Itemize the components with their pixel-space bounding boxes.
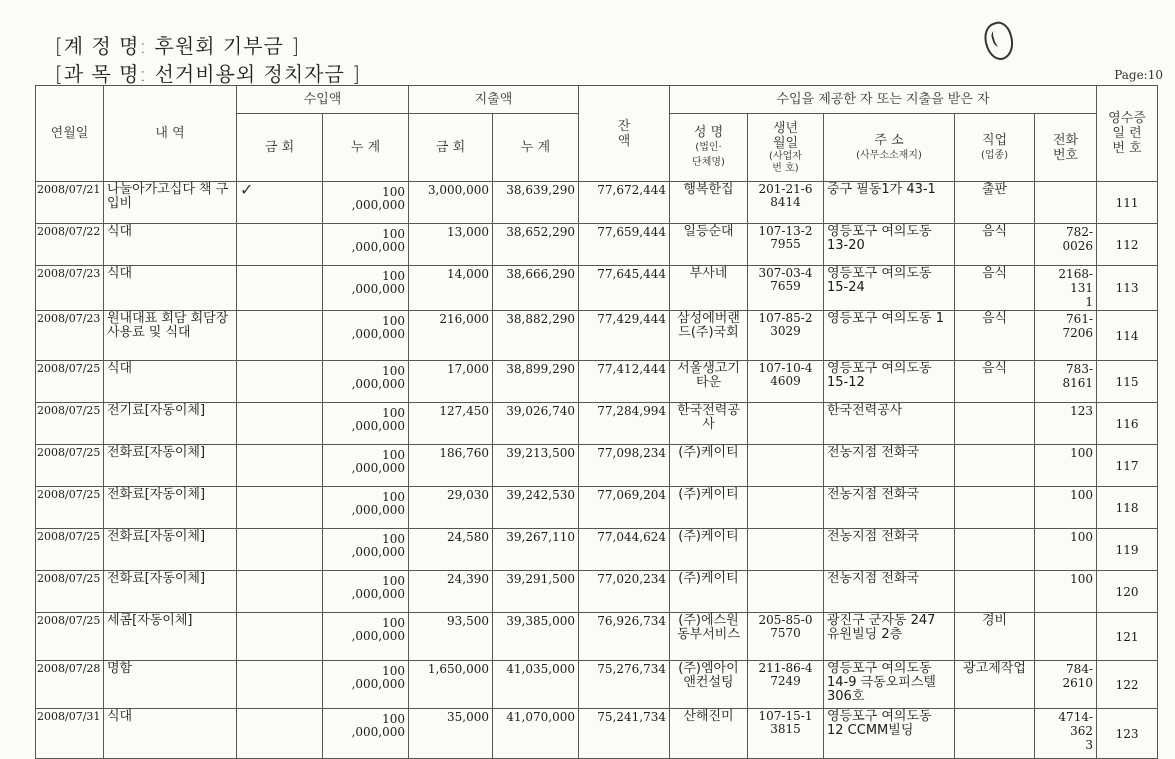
col-address — [824, 114, 955, 182]
table-row — [36, 224, 1158, 266]
cell-job: 광고제작업 — [955, 661, 1035, 709]
cell-phone: 4714-362 3 — [1035, 709, 1097, 759]
cell-address: 광진구 군자동 247 유원빌딩 2층 — [824, 613, 955, 661]
table-row — [36, 529, 1158, 571]
cell-expense-total: 39,385,000 — [493, 613, 579, 661]
cell-date: 2008/07/28 — [36, 661, 104, 709]
col-income-amount: 금 회 — [237, 114, 323, 182]
cell-income-amount — [237, 613, 323, 661]
col-name-sub: (법인· 단체명) — [692, 142, 725, 168]
cell-bizno: 211-86-4 7249 — [748, 661, 824, 709]
cell-bizno — [748, 487, 824, 529]
cell-expense-amount: 216,000 — [409, 311, 493, 361]
cell-job: 음식 — [955, 361, 1035, 403]
cell-address: 영등포구 여의도동 1 — [824, 311, 955, 361]
cell-receipt: 115 — [1097, 361, 1158, 403]
cell-income-total: 100 ,000,000 — [323, 613, 409, 661]
cell-name: 산해진미 — [670, 709, 748, 759]
cell-balance: 77,412,444 — [579, 361, 670, 403]
stamp-mark — [980, 19, 1018, 64]
cell-income-total: 100 ,000,000 — [323, 311, 409, 361]
cell-expense-amount: 186,760 — [409, 445, 493, 487]
cell-address: 전농지점 전화국 — [824, 571, 955, 613]
cell-income-total: 100 ,000,000 — [323, 529, 409, 571]
cell-bizno: 307-03-4 7659 — [748, 266, 824, 311]
cell-job: 출판 — [955, 182, 1035, 224]
col-balance: 잔 액 — [579, 86, 670, 182]
col-expense-amount: 금 회 — [409, 114, 493, 182]
cell-receipt: 111 — [1097, 182, 1158, 224]
cell-income-total: 100 ,000,000 — [323, 403, 409, 445]
cell-desc: 전화료[자동이체] — [104, 487, 237, 529]
cell-job — [955, 529, 1035, 571]
cell-bizno: 107-10-4 4609 — [748, 361, 824, 403]
cell-job — [955, 403, 1035, 445]
col-job — [955, 114, 1035, 182]
cell-date: 2008/07/25 — [36, 361, 104, 403]
cell-balance: 77,659,444 — [579, 224, 670, 266]
subject-name: [과 목 명: 선거비용외 정치자금 ] — [55, 62, 361, 86]
cell-name: (주)엠아이앤컨설팅 — [670, 661, 748, 709]
cell-address: 영등포구 여의도동 15-12 — [824, 361, 955, 403]
cell-date: 2008/07/25 — [36, 487, 104, 529]
cell-income-amount — [237, 403, 323, 445]
cell-receipt: 119 — [1097, 529, 1158, 571]
col-expense-total: 누 계 — [493, 114, 579, 182]
cell-phone: 100 — [1035, 445, 1097, 487]
cell-bizno: 107-13-2 7955 — [748, 224, 824, 266]
ledger-rows — [36, 182, 1158, 759]
cell-job — [955, 445, 1035, 487]
cell-expense-amount: 13,000 — [409, 224, 493, 266]
col-birth-label: 생년 월일 — [772, 120, 799, 151]
cell-date: 2008/07/23 — [36, 311, 104, 361]
cell-receipt: 112 — [1097, 224, 1158, 266]
table-row — [36, 661, 1158, 709]
cell-income-amount — [237, 709, 323, 759]
cell-receipt: 123 — [1097, 709, 1158, 759]
cell-income-total: 100 ,000,000 — [323, 445, 409, 487]
col-job-sub: (업종) — [980, 149, 1009, 161]
table-row — [36, 266, 1158, 311]
cell-receipt: 122 — [1097, 661, 1158, 709]
cell-date: 2008/07/21 — [36, 182, 104, 224]
cell-income-amount — [237, 224, 323, 266]
cell-balance: 77,098,234 — [579, 445, 670, 487]
cell-desc: 식대 — [104, 709, 237, 759]
cell-job: 음식 — [955, 311, 1035, 361]
table-row — [36, 182, 1158, 224]
cell-expense-total: 38,882,290 — [493, 311, 579, 361]
col-name — [670, 114, 748, 182]
cell-address: 전농지점 전화국 — [824, 487, 955, 529]
table-row — [36, 487, 1158, 529]
col-payee-group: 수입을 제공한 자 또는 지출을 받은 자 — [670, 86, 1097, 114]
cell-expense-total: 39,267,110 — [493, 529, 579, 571]
cell-expense-amount: 14,000 — [409, 266, 493, 311]
cell-expense-amount: 93,500 — [409, 613, 493, 661]
cell-expense-total: 41,035,000 — [493, 661, 579, 709]
cell-date: 2008/07/25 — [36, 403, 104, 445]
cell-name: 행복한집 — [670, 182, 748, 224]
cell-balance: 77,672,444 — [579, 182, 670, 224]
cell-address: 전농지점 전화국 — [824, 529, 955, 571]
cell-balance: 77,044,624 — [579, 529, 670, 571]
account-name: [계 정 명: 후원회 기부금 ] — [55, 34, 301, 58]
ledger-table — [35, 85, 1158, 759]
cell-address: 영등포구 여의도동 15-24 — [824, 266, 955, 311]
cell-desc: 나눌아가고십다 책 구입비 — [104, 182, 237, 224]
cell-balance: 75,276,734 — [579, 661, 670, 709]
cell-phone — [1035, 182, 1097, 224]
table-row — [36, 361, 1158, 403]
cell-income-amount — [237, 445, 323, 487]
cell-expense-total: 38,666,290 — [493, 266, 579, 311]
col-desc: 내 역 — [104, 86, 237, 182]
cell-job — [955, 487, 1035, 529]
cell-job — [955, 571, 1035, 613]
cell-name: 서울생고기타운 — [670, 361, 748, 403]
cell-job — [955, 709, 1035, 759]
cell-name: 한국전력공사 — [670, 403, 748, 445]
cell-income-amount — [237, 361, 323, 403]
cell-job: 경비 — [955, 613, 1035, 661]
cell-bizno — [748, 403, 824, 445]
table-row — [36, 571, 1158, 613]
cell-expense-total: 39,291,500 — [493, 571, 579, 613]
cell-desc: 세콤[자동이체] — [104, 613, 237, 661]
cell-name: (주)케이티 — [670, 571, 748, 613]
col-income: 수입액 — [237, 86, 409, 114]
cell-desc: 전화료[자동이체] — [104, 445, 237, 487]
col-job-label: 직업 — [981, 132, 1008, 148]
cell-receipt: 118 — [1097, 487, 1158, 529]
cell-income-total: 100 ,000,000 — [323, 487, 409, 529]
cell-receipt: 114 — [1097, 311, 1158, 361]
col-name-label: 성 명 — [693, 125, 724, 140]
cell-balance: 77,645,444 — [579, 266, 670, 311]
cell-address: 한국전력공사 — [824, 403, 955, 445]
cell-name: 부사네 — [670, 266, 748, 311]
cell-receipt: 116 — [1097, 403, 1158, 445]
cell-balance: 77,069,204 — [579, 487, 670, 529]
cell-name: 삼성에버랜드(주)국회 — [670, 311, 748, 361]
cell-phone: 100 — [1035, 571, 1097, 613]
cell-desc: 명함 — [104, 661, 237, 709]
cell-bizno: 205-85-0 7570 — [748, 613, 824, 661]
col-receipt: 영수증 일 련 번 호 — [1097, 86, 1158, 182]
check-icon: ✓ — [240, 181, 254, 199]
cell-phone: 784-2610 — [1035, 661, 1097, 709]
cell-address: 영등포구 여의도동 14-9 극동오피스텔 306호 — [824, 661, 955, 709]
cell-income-total: 100 ,000,000 — [323, 182, 409, 224]
cell-desc: 전기료[자동이체] — [104, 403, 237, 445]
cell-income-amount — [237, 529, 323, 571]
cell-receipt: 120 — [1097, 571, 1158, 613]
cell-income-total: 100 ,000,000 — [323, 361, 409, 403]
cell-income-amount — [237, 311, 323, 361]
cell-phone: 761-7206 — [1035, 311, 1097, 361]
table-row — [36, 613, 1158, 661]
cell-expense-amount: 35,000 — [409, 709, 493, 759]
cell-job: 음식 — [955, 224, 1035, 266]
cell-income-amount — [237, 182, 323, 224]
cell-income-amount — [237, 266, 323, 311]
cell-phone: 2168-131 1 — [1035, 266, 1097, 311]
page-number: Page:10 — [1114, 68, 1163, 82]
cell-balance: 77,284,994 — [579, 403, 670, 445]
cell-bizno — [748, 571, 824, 613]
cell-phone: 123 — [1035, 403, 1097, 445]
cell-name: 일등순대 — [670, 224, 748, 266]
cell-phone: 100 — [1035, 529, 1097, 571]
cell-income-amount — [237, 487, 323, 529]
cell-balance: 77,429,444 — [579, 311, 670, 361]
cell-expense-amount: 127,450 — [409, 403, 493, 445]
cell-expense-amount: 1,650,000 — [409, 661, 493, 709]
col-birth — [748, 114, 824, 182]
cell-expense-amount: 17,000 — [409, 361, 493, 403]
cell-date: 2008/07/25 — [36, 445, 104, 487]
cell-phone: 782-0026 — [1035, 224, 1097, 266]
cell-expense-total: 39,213,500 — [493, 445, 579, 487]
cell-phone — [1035, 613, 1097, 661]
cell-name: (주)에스원동부서비스 — [670, 613, 748, 661]
col-income-total: 누 계 — [323, 114, 409, 182]
cell-date: 2008/07/23 — [36, 266, 104, 311]
cell-balance: 77,020,234 — [579, 571, 670, 613]
table-row — [36, 709, 1158, 759]
cell-income-total: 100 ,000,000 — [323, 661, 409, 709]
cell-bizno — [748, 445, 824, 487]
cell-date: 2008/07/25 — [36, 529, 104, 571]
cell-income-total: 100 ,000,000 — [323, 709, 409, 759]
cell-job: 음식 — [955, 266, 1035, 311]
cell-expense-amount: 3,000,000 — [409, 182, 493, 224]
cell-bizno: 107-85-2 3029 — [748, 311, 824, 361]
cell-desc: 식대 — [104, 224, 237, 266]
cell-expense-total: 39,026,740 — [493, 403, 579, 445]
cell-desc: 원내대표 회담 회담장 사용료 및 식대 — [104, 311, 237, 361]
cell-desc: 식대 — [104, 361, 237, 403]
cell-date: 2008/07/25 — [36, 613, 104, 661]
cell-date: 2008/07/22 — [36, 224, 104, 266]
cell-address: 중구 필동1가 43-1 — [824, 182, 955, 224]
cell-bizno: 107-15-1 3815 — [748, 709, 824, 759]
cell-expense-total: 38,639,290 — [493, 182, 579, 224]
cell-receipt: 117 — [1097, 445, 1158, 487]
table-row — [36, 311, 1158, 361]
cell-name: (주)케이티 — [670, 487, 748, 529]
col-expense: 지출액 — [409, 86, 579, 114]
cell-income-total: 100 ,000,000 — [323, 224, 409, 266]
cell-expense-total: 39,242,530 — [493, 487, 579, 529]
cell-bizno — [748, 529, 824, 571]
cell-address: 영등포구 여의도동 12 CCMM빌딩 — [824, 709, 955, 759]
cell-phone: 100 — [1035, 487, 1097, 529]
cell-income-total: 100 ,000,000 — [323, 571, 409, 613]
cell-expense-amount: 24,580 — [409, 529, 493, 571]
cell-date: 2008/07/25 — [36, 571, 104, 613]
cell-expense-amount: 29,030 — [409, 487, 493, 529]
col-date: 연월일 — [36, 86, 104, 182]
cell-desc: 전화료[자동이체] — [104, 529, 237, 571]
cell-income-total: 100 ,000,000 — [323, 266, 409, 311]
cell-receipt: 113 — [1097, 266, 1158, 311]
cell-address: 영등포구 여의도동 13-20 — [824, 224, 955, 266]
cell-name: (주)케이티 — [670, 529, 748, 571]
cell-income-amount — [237, 571, 323, 613]
cell-expense-total: 41,070,000 — [493, 709, 579, 759]
col-address-sub: (사무소소재지) — [856, 149, 922, 161]
cell-expense-total: 38,899,290 — [493, 361, 579, 403]
cell-address: 전농지점 전화국 — [824, 445, 955, 487]
cell-income-amount — [237, 661, 323, 709]
cell-balance: 75,241,734 — [579, 709, 670, 759]
cell-receipt: 121 — [1097, 613, 1158, 661]
col-birth-sub: (사업자 번 호) — [769, 150, 802, 174]
col-phone: 전화 번호 — [1035, 114, 1097, 182]
cell-balance: 76,926,734 — [579, 613, 670, 661]
table-row — [36, 403, 1158, 445]
cell-expense-total: 38,652,290 — [493, 224, 579, 266]
cell-expense-amount: 24,390 — [409, 571, 493, 613]
cell-desc: 전화료[자동이체] — [104, 571, 237, 613]
table-row — [36, 445, 1158, 487]
cell-bizno: 201-21-6 8414 — [748, 182, 824, 224]
col-address-label: 주 소 — [874, 132, 904, 148]
cell-date: 2008/07/31 — [36, 709, 104, 759]
cell-phone: 783-8161 — [1035, 361, 1097, 403]
cell-name: (주)케이티 — [670, 445, 748, 487]
cell-desc: 식대 — [104, 266, 237, 311]
